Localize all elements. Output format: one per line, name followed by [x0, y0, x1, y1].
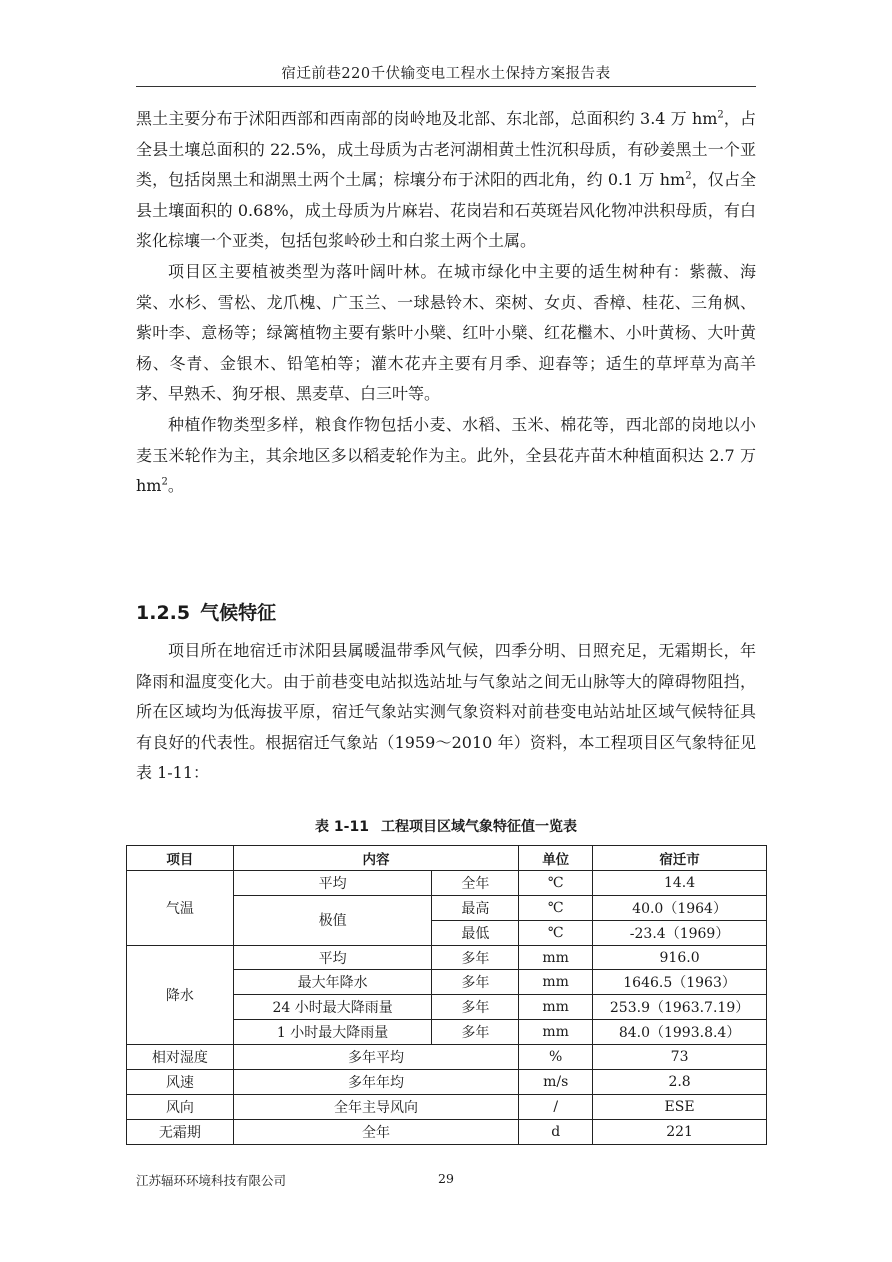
cell-name: 最大年降水: [233, 970, 432, 995]
cell-value: 40.0（1964）: [593, 895, 767, 920]
cell-unit: ℃: [519, 870, 593, 895]
cell-period: 最低: [432, 920, 519, 945]
cell-content: 全年主导风向: [233, 1094, 518, 1119]
row-label-wind-speed: 风速: [127, 1070, 234, 1095]
header-item: 项目: [127, 846, 234, 871]
body-text-climate: [136, 636, 756, 789]
section-title: 气候特征: [200, 602, 277, 624]
cell-unit: d: [519, 1119, 593, 1144]
superscript-2: 2: [717, 109, 724, 121]
cell-period: 多年: [432, 995, 519, 1020]
cell-value: 221: [593, 1119, 767, 1144]
cell-name: 24 小时最大降雨量: [233, 995, 432, 1020]
table-caption: [126, 816, 766, 836]
cell-period: 多年: [432, 1020, 519, 1045]
cell-unit: mm: [519, 945, 593, 970]
footer-company: 江苏辐环环境科技有限公司: [136, 1173, 287, 1188]
superscript-2: 2: [685, 170, 692, 182]
table-row: [127, 1045, 767, 1070]
cell-period: 多年: [432, 970, 519, 995]
section-number: 1.2.5: [136, 602, 191, 624]
header-content: 内容: [233, 846, 518, 871]
section-heading: [136, 598, 276, 625]
table-row: [127, 1070, 767, 1095]
footer-page-number: 29: [438, 1171, 454, 1186]
cell-unit: ℃: [519, 920, 593, 945]
cell-value: 1646.5（1963）: [593, 970, 767, 995]
table-header-row: [127, 846, 767, 871]
cell-name: 平均: [233, 945, 432, 970]
table-caption-title: 工程项目区域气象特征值一览表: [380, 819, 577, 835]
superscript-2: 2: [161, 476, 168, 488]
paragraph-crops: [136, 410, 756, 502]
paragraph-soil-part-a: 黑土主要分布于沭阳西部和西南部的岗岭地及北部、东北部，总面积约 3.4 万 hm: [136, 109, 718, 128]
cell-unit: ℃: [519, 895, 593, 920]
paragraph-crops-part-a: 种植作物类型多样，粮食作物包括小麦、水稻、玉米、棉花等，西北部的岗地以小麦玉米轮作为主，其余地区多以稻麦轮作为主。此外，全县花卉苗木种植面积达 2.7 万 hm: [136, 414, 756, 496]
cell-name-extreme: 极值: [233, 895, 432, 945]
cell-value: ESE: [593, 1094, 767, 1119]
cell-value: 253.9（1963.7.19）: [593, 995, 767, 1020]
cell-unit: mm: [519, 1020, 593, 1045]
cell-unit: mm: [519, 970, 593, 995]
table-row: [127, 945, 767, 970]
climate-table: [126, 845, 767, 1145]
row-label-wind-direction: 风向: [127, 1094, 234, 1119]
paragraph-soil-part-b: ，占全县土壤总面积的 22.5%，成土母质为古老河湖相黄土性沉积母质，有砂姜黑土一个亚类，包括岗黑土和湖黑土两个土属；棕壤分布于沭阳的西北角，约 0.1 万 hm: [136, 109, 756, 190]
cell-name: 1 小时最大降雨量: [233, 1020, 432, 1045]
row-label-frost-free: 无霜期: [127, 1119, 234, 1144]
paragraph-crops-part-b: 。: [167, 476, 184, 496]
body-text: [136, 104, 756, 502]
cell-value: 14.4: [593, 870, 767, 895]
row-label-precipitation: 降水: [127, 945, 234, 1045]
cell-name: 平均: [233, 870, 432, 895]
cell-value: -23.4（1969）: [593, 920, 767, 945]
cell-content: 多年平均: [233, 1045, 518, 1070]
cell-value: 916.0: [593, 945, 767, 970]
cell-unit: m/s: [519, 1070, 593, 1095]
row-label-humidity: 相对湿度: [127, 1045, 234, 1070]
cell-period: 最高: [432, 895, 519, 920]
cell-value: 2.8: [593, 1070, 767, 1095]
cell-value: 84.0（1993.8.4）: [593, 1020, 767, 1045]
table-row: [127, 870, 767, 895]
page-header-title: 宿迁前巷220千伏输变电工程水土保持方案报告表: [281, 66, 611, 82]
header-value: 宿迁市: [593, 846, 767, 871]
cell-unit: %: [519, 1045, 593, 1070]
paragraph-soil-part-c: ，仅占全县土壤面积的 0.68%，成土母质为片麻岩、花岗岩和石英斑岩风化物冲洪积母质，有白浆化棕壤一个亚类，包括包浆岭砂土和白浆土两个土属。: [136, 170, 756, 251]
cell-unit: /: [519, 1094, 593, 1119]
cell-period: 多年: [432, 945, 519, 970]
row-label-temperature: 气温: [127, 870, 234, 945]
paragraph-soil: [136, 104, 756, 257]
paragraph-climate: 项目所在地宿迁市沭阳县属暖温带季风气候，四季分明、日照充足，无霜期长，年降雨和温度变化大。由于前巷变电站拟选站址与气象站之间无山脉等大的障碍物阻挡，所在区域均为低海拔平原，宿迁气象站实测气象资料对前巷变电站站址区域气候特征具有良好的代表性。根据宿迁气象站（1959～2010 年）资料，本工程项目区气象特征见表 1-11：: [136, 641, 756, 783]
cell-period: 全年: [432, 870, 519, 895]
table-caption-number: 表 1-11: [315, 819, 369, 835]
header-rule: [136, 86, 756, 87]
cell-content: 多年年均: [233, 1070, 518, 1095]
cell-content: 全年: [233, 1119, 518, 1144]
table-row: [127, 1119, 767, 1144]
paragraph-vegetation: 项目区主要植被类型为落叶阔叶林。在城市绿化中主要的适生树种有：紫薇、海棠、水杉、雪松、龙爪槐、广玉兰、一球悬铃木、栾树、女贞、香樟、桂花、三角枫、紫叶李、意杨等；绿篱植物主要有紫叶小檗、红叶小檗、红花檵木、小叶黄杨、大叶黄杨、冬青、金银木、铅笔柏等；灌木花卉主要有月季、迎春等；适生的草坪草为高羊茅、早熟禾、狗牙根、黑麦草、白三叶等。: [136, 261, 756, 404]
cell-value: 73: [593, 1045, 767, 1070]
cell-unit: mm: [519, 995, 593, 1020]
table-row: [127, 1094, 767, 1119]
header-unit: 单位: [519, 846, 593, 871]
